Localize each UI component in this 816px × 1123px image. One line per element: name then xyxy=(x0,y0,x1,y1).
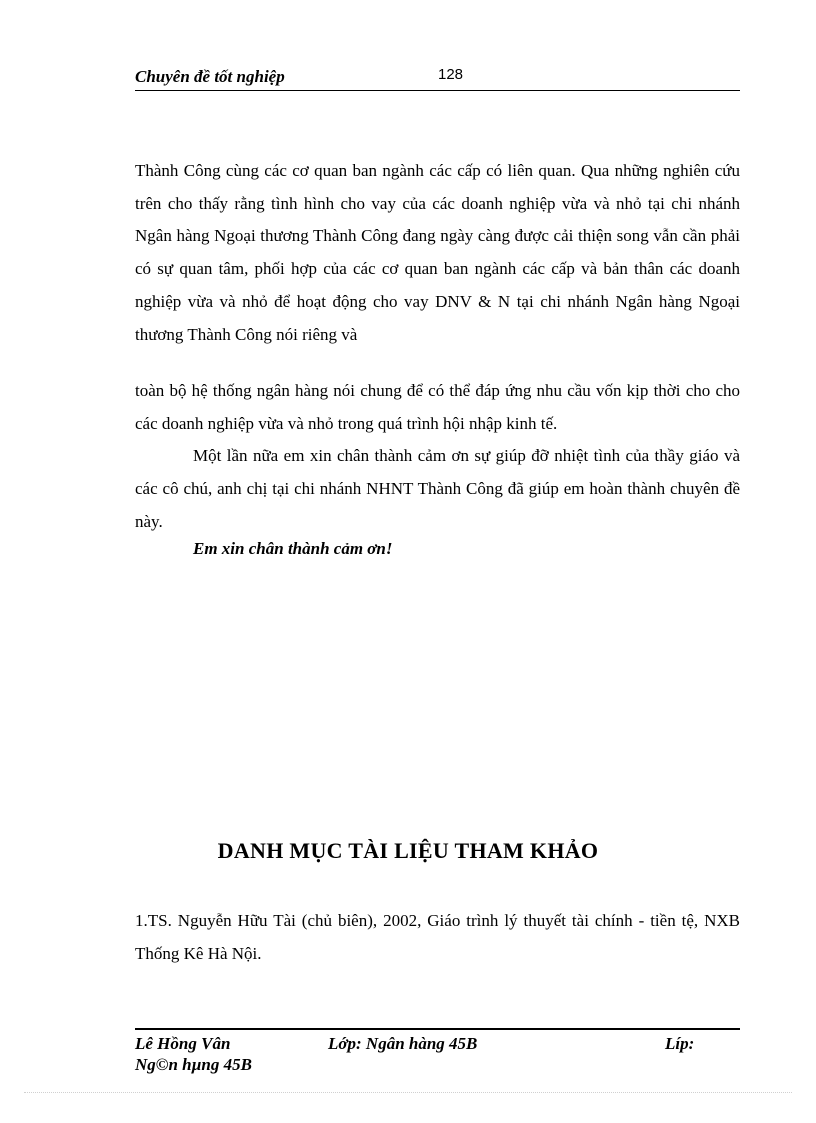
references-title: DANH MỤC TÀI LIỆU THAM KHẢO xyxy=(217,838,599,863)
reference-item: 1.TS. Nguyễn Hữu Tài (chủ biên), 2002, Giáo trình lý thuyết tài chính - tiền tệ, NXB Thống Kê Hà Nội. xyxy=(135,911,740,963)
footer-class-garbled: Ng©n hµng 45B xyxy=(135,1055,252,1074)
page-header xyxy=(135,64,740,91)
footer-class: Lớp: Ngân hàng 45B xyxy=(328,1034,478,1053)
footer-author: Lê Hồng Vân xyxy=(135,1034,231,1053)
body-continuation xyxy=(135,375,740,539)
footer-lip: Líp: xyxy=(665,1034,695,1053)
header-title: Chuyên đề tốt nghiệp xyxy=(135,67,285,86)
closing-line: Em xin chân thành cảm ơn! xyxy=(193,539,393,558)
body-paragraph: toàn bộ hệ thống ngân hàng nói chung để có thể đáp ứng nhu cầu vốn kịp thời cho cho các doanh nghiệp vừa và nhỏ trong quá trình hội nhập kinh tế. xyxy=(135,381,740,433)
thanks-paragraph: Một lần nữa em xin chân thành cảm ơn sự giúp đỡ nhiệt tình của thầy giáo và các cô chú, anh chị tại chi nhánh NHNT Thành Công đã giúp em hoàn thành chuyên đề này. xyxy=(135,446,740,531)
page-bottom-border xyxy=(24,1092,792,1093)
page-number: 128 xyxy=(438,66,464,83)
footer-divider xyxy=(135,1028,740,1030)
body-paragraph: Thành Công cùng các cơ quan ban ngành các cấp có liên quan. Qua những nghiên cứu trên cho thấy rằng tình hình cho vay của các doanh nghiệp vừa và nhỏ tại chi nhánh Ngân hàng Ngoại thương Thành Công đang ngày càng được cải thiện song vẫn cần phải có sự quan tâm, phối hợp của các cơ quan ban ngành các cấp và bản thân các doanh nghiệp vừa và nhỏ để hoạt động cho vay DNV & N tại chi nhánh Ngân hàng Ngoại thương Thành Công nói riêng và xyxy=(135,161,740,344)
